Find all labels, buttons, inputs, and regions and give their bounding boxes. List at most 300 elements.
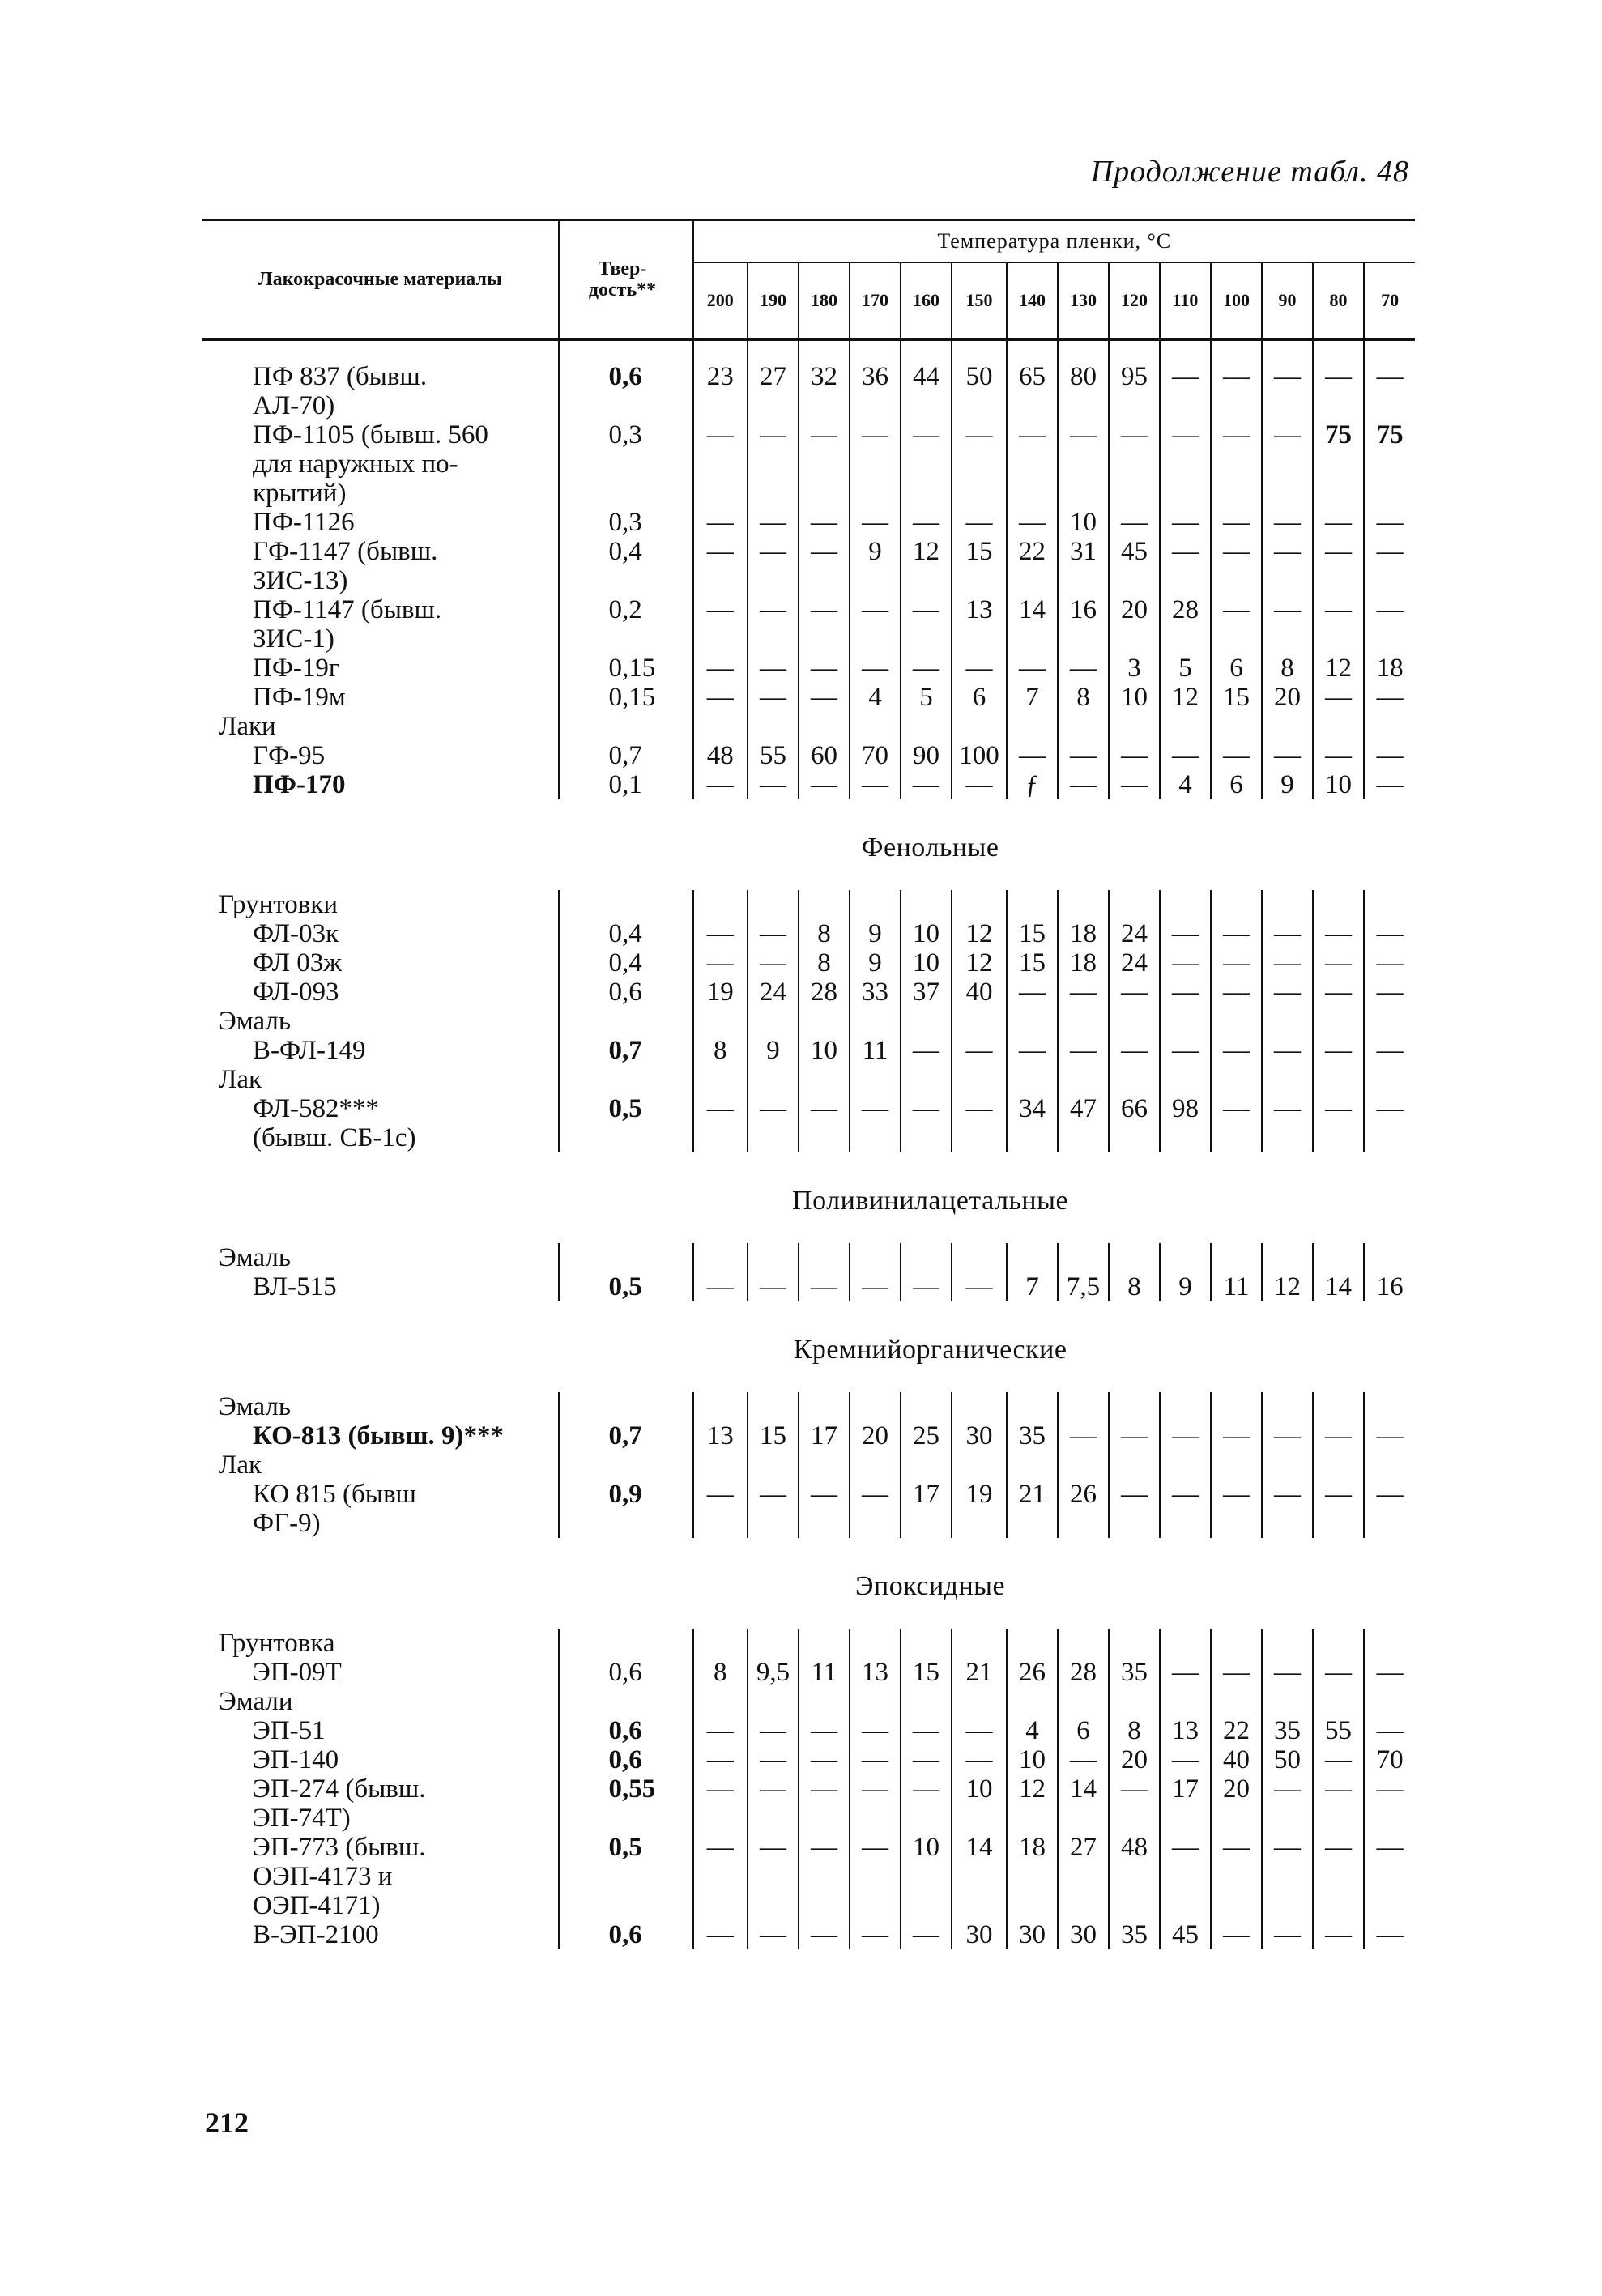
value-cell <box>952 1480 1007 1538</box>
material-cell <box>202 919 559 948</box>
value-cell <box>1109 595 1160 654</box>
value-cell <box>1160 420 1211 508</box>
temperature-value: — <box>1274 1480 1301 1509</box>
temperature-value: 66 <box>1121 1094 1148 1123</box>
temperature-value: 90 <box>913 741 939 770</box>
temperature-value: 23 <box>706 362 734 391</box>
temperature-value: 16 <box>1070 595 1097 624</box>
value-cell <box>1109 712 1160 741</box>
value-cell <box>1160 1774 1211 1833</box>
value-cell <box>1007 1243 1058 1272</box>
value-cell <box>1364 537 1415 595</box>
value-cell <box>1211 1920 1262 1949</box>
temperature-value: — <box>706 948 734 978</box>
material-cell <box>202 1687 559 1716</box>
value-cell <box>1109 1774 1160 1833</box>
value-cell <box>901 1716 952 1745</box>
temperature-value: 65 <box>1019 362 1046 391</box>
value-cell <box>901 508 952 537</box>
temperature-column-header: 120 <box>1109 262 1160 339</box>
value-cell <box>748 948 799 978</box>
temperature-value: — <box>1274 1774 1301 1804</box>
value-cell <box>748 595 799 654</box>
value-cell <box>692 741 748 770</box>
value-cell <box>1109 508 1160 537</box>
value-cell <box>850 1745 901 1774</box>
value-cell <box>1313 1833 1364 1920</box>
value-cell <box>850 741 901 770</box>
temperature-value: — <box>913 595 939 624</box>
value-cell <box>1211 1480 1262 1538</box>
temperature-value: 9 <box>1178 1272 1192 1301</box>
value-cell <box>1058 741 1109 770</box>
value-cell <box>748 339 799 420</box>
value-cell <box>1007 1833 1058 1920</box>
value-cell <box>692 537 748 595</box>
value-cell <box>692 420 748 508</box>
table-row <box>202 1065 1415 1094</box>
hardness-cell <box>559 1716 692 1745</box>
hardness-value: 0,6 <box>608 978 642 1007</box>
temperature-value: 47 <box>1070 1094 1097 1123</box>
value-cell <box>1313 1450 1364 1480</box>
value-cell <box>1160 1036 1211 1065</box>
temperature-value: — <box>1376 741 1404 770</box>
temperature-value: — <box>706 654 734 683</box>
temperature-value: — <box>760 1745 786 1774</box>
value-cell <box>1211 595 1262 654</box>
temperature-value: 28 <box>1070 1658 1097 1687</box>
table-row <box>202 1774 1415 1833</box>
value-cell <box>799 508 850 537</box>
hardness-value: 0,7 <box>608 1036 642 1065</box>
material-cell <box>202 1658 559 1687</box>
material-name: ФЛ-093 <box>253 978 339 1007</box>
value-cell <box>952 948 1007 978</box>
value-cell <box>1262 508 1313 537</box>
hardness-cell <box>559 978 692 1007</box>
value-cell <box>748 1065 799 1094</box>
temperature-value: — <box>811 1833 837 1862</box>
value-cell <box>1262 1036 1313 1065</box>
temperature-value: — <box>1223 919 1250 948</box>
value-cell <box>1364 919 1415 948</box>
hardness-cell <box>559 683 692 712</box>
value-cell <box>901 1392 952 1421</box>
temperature-value: 98 <box>1172 1094 1199 1123</box>
temperature-value: 10 <box>965 1774 993 1804</box>
temperature-value: — <box>706 1774 734 1804</box>
material-cell <box>202 978 559 1007</box>
temperature-value: — <box>1019 978 1046 1007</box>
temperature-value: — <box>862 1716 888 1745</box>
table-header <box>202 220 1415 340</box>
value-cell <box>1007 683 1058 712</box>
value-cell <box>1160 978 1211 1007</box>
temperature-value: — <box>1274 1658 1301 1687</box>
hardness-value: 0,6 <box>608 1716 642 1745</box>
hardness-value: 0,2 <box>608 595 642 624</box>
value-cell <box>1109 741 1160 770</box>
value-cell <box>799 1774 850 1833</box>
value-cell <box>692 1392 748 1421</box>
temperature-value: — <box>965 654 993 683</box>
value-cell <box>1262 1716 1313 1745</box>
value-cell <box>1262 1687 1313 1716</box>
temperature-value: — <box>760 683 786 712</box>
value-cell <box>1364 1629 1415 1658</box>
value-cell <box>1058 978 1109 1007</box>
value-cell <box>1007 1421 1058 1450</box>
value-cell <box>1058 1687 1109 1716</box>
value-cell <box>850 978 901 1007</box>
temperature-value: — <box>862 508 888 537</box>
value-cell <box>1160 1745 1211 1774</box>
value-cell <box>901 1745 952 1774</box>
table-row <box>202 919 1415 948</box>
temperature-value: 15 <box>913 1658 939 1687</box>
value-cell <box>748 1007 799 1036</box>
hardness-value: 0,4 <box>608 537 642 566</box>
value-cell <box>1058 1036 1109 1065</box>
value-cell <box>1007 1716 1058 1745</box>
material-cell <box>202 948 559 978</box>
value-cell <box>1313 1065 1364 1094</box>
temperature-value: 7,5 <box>1066 1272 1101 1301</box>
temperature-value: — <box>1223 508 1250 537</box>
temperature-value: 18 <box>1376 654 1404 683</box>
value-cell <box>952 1774 1007 1833</box>
material-cell <box>202 1094 559 1152</box>
temperature-value: 95 <box>1121 362 1148 391</box>
material-name: ПФ-19м <box>253 683 346 712</box>
temperature-value: — <box>1223 1094 1250 1123</box>
table-row <box>202 1920 1415 1949</box>
temperature-value: 15 <box>760 1421 786 1450</box>
value-cell <box>1262 1774 1313 1833</box>
value-cell <box>1109 890 1160 919</box>
temperature-value: — <box>1325 978 1352 1007</box>
temperature-value: — <box>760 595 786 624</box>
material-cell <box>202 1036 559 1065</box>
temperature-value: — <box>913 770 939 799</box>
value-cell <box>1160 770 1211 799</box>
value-cell <box>1262 1480 1313 1538</box>
temperature-value: — <box>1274 537 1301 566</box>
temperature-value: 35 <box>1019 1421 1046 1450</box>
temperature-value: — <box>1325 1833 1352 1862</box>
hardness-cell <box>559 1687 692 1716</box>
temperature-value: — <box>913 1716 939 1745</box>
value-cell <box>692 595 748 654</box>
value-cell <box>1262 1392 1313 1421</box>
material-name: Эмали <box>219 1687 293 1716</box>
temperature-value: 100 <box>959 741 999 770</box>
temperature-value: — <box>913 1036 939 1065</box>
hardness-value: 0,5 <box>608 1272 642 1301</box>
hardness-cell <box>559 948 692 978</box>
table-row <box>202 537 1415 595</box>
value-cell <box>1313 1094 1364 1152</box>
value-cell <box>1160 712 1211 741</box>
value-cell <box>1160 1833 1211 1920</box>
value-cell <box>1109 654 1160 683</box>
table-section <box>202 339 1415 799</box>
temperature-value: — <box>913 1774 939 1804</box>
value-cell <box>692 1243 748 1272</box>
value-cell <box>850 770 901 799</box>
temperature-value: 9 <box>868 537 882 566</box>
temperature-value: 31 <box>1070 537 1097 566</box>
table-row <box>202 1272 1415 1301</box>
hardness-cell <box>559 1629 692 1658</box>
temperature-value: — <box>760 654 786 683</box>
material-name: Грунтовки <box>219 890 338 919</box>
temperature-value: — <box>811 595 837 624</box>
value-cell <box>952 1392 1007 1421</box>
value-cell <box>901 978 952 1007</box>
value-cell <box>1160 339 1211 420</box>
value-cell <box>748 1243 799 1272</box>
temperature-value: — <box>1121 770 1148 799</box>
table-row <box>202 1687 1415 1716</box>
temperature-value: — <box>1019 420 1046 449</box>
temperature-value: 75 <box>1376 420 1404 449</box>
temperature-value: 12 <box>1019 1774 1046 1804</box>
value-cell <box>1058 1450 1109 1480</box>
table-caption: Продолжение табл. 48 <box>1090 155 1409 189</box>
value-cell <box>952 420 1007 508</box>
temperature-column-header: 170 <box>850 262 901 339</box>
value-cell <box>799 712 850 741</box>
temperature-value: 15 <box>1223 683 1250 712</box>
value-cell <box>1211 1243 1262 1272</box>
value-cell <box>748 1658 799 1687</box>
value-cell <box>692 978 748 1007</box>
value-cell <box>799 1392 850 1421</box>
temperature-value: 12 <box>965 919 993 948</box>
temperature-value: — <box>862 1833 888 1862</box>
value-cell <box>1160 1658 1211 1687</box>
value-cell <box>799 683 850 712</box>
value-cell <box>1109 919 1160 948</box>
material-name: ПФ-170 <box>253 770 346 799</box>
hardness-cell <box>559 1272 692 1301</box>
value-cell <box>748 1392 799 1421</box>
value-cell <box>1364 1392 1415 1421</box>
value-cell <box>1262 919 1313 948</box>
value-cell <box>1262 683 1313 712</box>
value-cell <box>850 919 901 948</box>
value-cell <box>1058 1920 1109 1949</box>
temperature-value: — <box>1376 595 1404 624</box>
value-cell <box>1211 919 1262 948</box>
value-cell <box>748 1774 799 1833</box>
value-cell <box>1313 1036 1364 1065</box>
value-cell <box>1262 1007 1313 1036</box>
temperature-value: — <box>1325 948 1352 978</box>
temperature-value: 19 <box>706 978 734 1007</box>
section-title: Кремнийорганические <box>793 1335 1067 1365</box>
value-cell <box>1058 1065 1109 1094</box>
temperature-value: 27 <box>760 362 786 391</box>
material-cell <box>202 1774 559 1833</box>
table-row <box>202 978 1415 1007</box>
temperature-value: — <box>1172 919 1199 948</box>
value-cell <box>850 1774 901 1833</box>
temperature-value: — <box>965 1745 993 1774</box>
temperature-value: 24 <box>1121 919 1148 948</box>
temperature-value: 30 <box>1019 1920 1046 1949</box>
temperature-value: 9 <box>868 919 882 948</box>
temperature-value: — <box>811 1716 837 1745</box>
value-cell <box>1313 1774 1364 1833</box>
value-cell <box>692 1036 748 1065</box>
value-cell <box>799 1716 850 1745</box>
value-cell <box>1109 1421 1160 1450</box>
value-cell <box>1211 1687 1262 1716</box>
value-cell <box>1007 1392 1058 1421</box>
temperature-value: — <box>760 919 786 948</box>
value-cell <box>1364 1745 1415 1774</box>
material-name: Грунтовка <box>219 1629 335 1658</box>
temperature-value: — <box>965 1716 993 1745</box>
value-cell <box>850 948 901 978</box>
value-cell <box>1007 1036 1058 1065</box>
value-cell <box>1313 770 1364 799</box>
value-cell <box>1211 978 1262 1007</box>
value-cell <box>1160 595 1211 654</box>
temperature-value: — <box>760 1774 786 1804</box>
value-cell <box>901 1272 952 1301</box>
value-cell <box>1313 420 1364 508</box>
material-name: крытий) <box>253 479 347 508</box>
value-cell <box>1211 1065 1262 1094</box>
value-cell <box>952 1629 1007 1658</box>
temperature-column-header: 180 <box>799 262 850 339</box>
temperature-value: 12 <box>1172 683 1199 712</box>
table-row <box>202 890 1415 919</box>
table-row <box>202 1629 1415 1658</box>
temperature-value: 10 <box>913 1833 939 1862</box>
section-title: Эпоксидные <box>855 1571 1006 1601</box>
temperature-value: — <box>760 537 786 566</box>
value-cell <box>1211 1716 1262 1745</box>
material-cell <box>202 420 559 508</box>
hardness-cell <box>559 712 692 741</box>
value-cell <box>1007 1658 1058 1687</box>
value-cell <box>850 508 901 537</box>
value-cell <box>1058 420 1109 508</box>
value-cell <box>692 1833 748 1920</box>
hardness-value: 0,5 <box>608 1833 642 1862</box>
temperature-value: — <box>1172 537 1199 566</box>
material-cell <box>202 508 559 537</box>
value-cell <box>952 508 1007 537</box>
value-cell <box>1109 1687 1160 1716</box>
value-cell <box>1211 1272 1262 1301</box>
material-name: ЭП-51 <box>253 1716 326 1745</box>
value-cell <box>1007 919 1058 948</box>
hardness-value: 0,4 <box>608 919 642 948</box>
table-row <box>202 1094 1415 1152</box>
value-cell <box>952 1065 1007 1094</box>
temperature-value: — <box>1172 1745 1199 1774</box>
temperature-column-header: 70 <box>1364 262 1415 339</box>
value-cell <box>1313 919 1364 948</box>
temperature-value: — <box>1172 1421 1199 1450</box>
temperature-value: — <box>1223 948 1250 978</box>
value-cell <box>1058 1716 1109 1745</box>
material-cell <box>202 1716 559 1745</box>
value-cell <box>901 948 952 978</box>
value-cell <box>1262 1920 1313 1949</box>
value-cell <box>1109 1450 1160 1480</box>
hardness-cell <box>559 1421 692 1450</box>
temperature-value: 6 <box>1229 770 1243 799</box>
value-cell <box>748 1480 799 1538</box>
material-name: В-ЭП-2100 <box>253 1920 379 1949</box>
value-cell <box>952 1007 1007 1036</box>
temperature-value: 13 <box>706 1421 734 1450</box>
temperature-value: — <box>760 508 786 537</box>
value-cell <box>1058 1774 1109 1833</box>
temperature-value: — <box>706 1716 734 1745</box>
value-cell <box>1364 978 1415 1007</box>
temperature-value: — <box>706 595 734 624</box>
page-number: 212 <box>205 2106 249 2139</box>
temperature-value: 11 <box>1223 1272 1250 1301</box>
temperature-value: 80 <box>1070 362 1097 391</box>
temperature-value: — <box>706 1272 734 1301</box>
value-cell <box>901 1094 952 1152</box>
temperature-value: — <box>760 1920 786 1949</box>
value-cell <box>850 683 901 712</box>
value-cell <box>1364 508 1415 537</box>
temperature-value: 13 <box>965 595 993 624</box>
temperature-value: — <box>811 508 837 537</box>
value-cell <box>850 712 901 741</box>
material-name: ВЛ-515 <box>253 1272 337 1301</box>
table-row <box>202 770 1415 799</box>
temperature-value: — <box>1223 362 1250 391</box>
material-cell <box>202 712 559 741</box>
material-name: КО-813 (бывш. 9)*** <box>253 1421 504 1450</box>
value-cell <box>850 1392 901 1421</box>
temperature-value: — <box>1325 1036 1352 1065</box>
value-cell <box>901 770 952 799</box>
hardness-cell <box>559 1065 692 1094</box>
temperature-value: 21 <box>965 1658 993 1687</box>
value-cell <box>850 420 901 508</box>
hardness-cell <box>559 508 692 537</box>
value-cell <box>1313 1629 1364 1658</box>
value-cell <box>692 1450 748 1480</box>
value-cell <box>1313 741 1364 770</box>
temperature-value: — <box>1070 770 1097 799</box>
temperature-value: — <box>706 1094 734 1123</box>
section-title-row <box>202 1538 1415 1629</box>
material-cell <box>202 770 559 799</box>
value-cell <box>952 1036 1007 1065</box>
value-cell <box>850 1450 901 1480</box>
value-cell <box>799 890 850 919</box>
temperature-value: — <box>1325 1745 1352 1774</box>
value-cell <box>850 654 901 683</box>
value-cell <box>748 978 799 1007</box>
value-cell <box>1007 1745 1058 1774</box>
value-cell <box>1109 537 1160 595</box>
